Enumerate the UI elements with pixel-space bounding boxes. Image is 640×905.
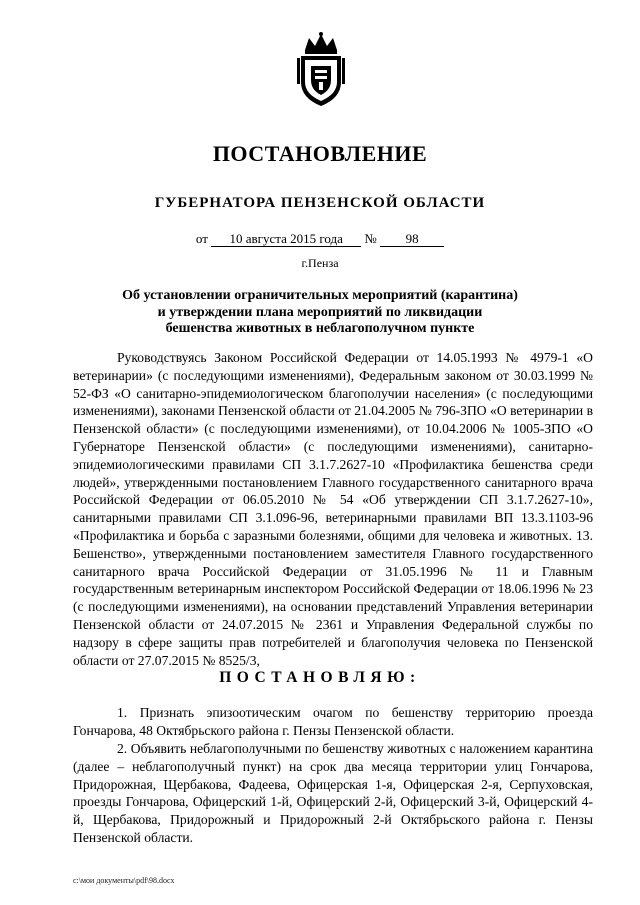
clause-2: 2. Объявить неблагополучными по бешенству животных с наложением карантина (далее – неблагополучный пункт) на срок два месяца территории улиц Гончарова, Придорожная, Щербакова, Фадеева, Офицерская 1-я, Офицерская 2-я, Серпуховская, проезды Гончарова, Офицерский 1-й, Офицерский 2-й, Офицерский 3-й, Офицерский 4-й, Щербакова, Придорожный и Придорожный 2-й Октябрьского района г. Пензы Пензенской области. — [73, 741, 593, 845]
decree-heading: ПОСТАНОВЛЯЮ: — [219, 669, 421, 686]
page-title: ПОСТАНОВЛЕНИЕ — [212, 141, 428, 166]
document-title-line: Об установлении ограничительных мероприятий (карантина) — [122, 288, 518, 303]
preamble-paragraph: Руководствуясь Законом Российской Федерации от 14.05.1993 № 4979-1 «О ветеринарии» (с последующими изменениями), Федеральным законом от 30.03.1999 № 52-ФЗ «О санитарно-эпидемиологическом благополучии населения» (с последующими изменениями), законами Пензенской области от 21.04.2005 № 796-ЗПО «О ветеринарии в Пензенской области» (с последующими изменениями), от 10.04.2006 № 1005-ЗПО «О Губернаторе Пензенской области» (с последующими изменениями), санитарно-эпидемиологическими правилами СП 3.1.7.2627-10 «Профилактика бешенства среди людей», утвержденными постановлением Главного государственного санитарного врача Российской Федерации от 06.05.2010 № 54 «Об утверждении СП 3.1.7.2627-10», санитарными правилами СП 3.1.096-96, ветеринарными правилами ВП 13.3.1103-96 «Профилактика и борьба с заразными болезнями, общими для человека и животных. 13. Бешенство», утвержденными постановлением заместителя Главного государственного санитарного врача Российской Федерации от 31.05.1996 № 11 и Главным государственным ветеринарным инспектором Российской Федерации от 18.06.1996 № 23 (с последующими изменениями), на основании представлений Управления ветеринарии Пензенской области от 24.07.2015 № 2361 и Управления Федеральной службы по надзору в сфере защиты прав потребителей и благополучия человека по Пензенской области от 27.07.2015 № 8525/3, — [73, 350, 593, 668]
document-number: 98 — [380, 232, 444, 247]
document-date: 10 августа 2015 года — [211, 232, 361, 247]
coat-of-arms-icon — [293, 32, 349, 108]
file-path-footer: c:\мои документы\pdf\98.docx — [73, 876, 175, 885]
document-title — [80, 288, 560, 338]
document-title-line: бешенства животных в неблагополучном пункте — [165, 321, 475, 336]
city: г.Пенза — [301, 256, 339, 270]
clause-1: 1. Признать эпизоотическим очагом по бешенству территорию проезда Гончарова, 48 Октябрьского района г. Пензы Пензенской области. — [73, 705, 593, 738]
issuer-subtitle: ГУБЕРНАТОРА ПЕНЗЕНСКОЙ ОБЛАСТИ — [154, 195, 486, 211]
document-title-line: и утверждении плана мероприятий по ликвидации — [157, 304, 483, 320]
date-prefix: от — [195, 231, 208, 246]
date-number-line — [0, 231, 640, 247]
number-prefix: № — [364, 231, 377, 246]
